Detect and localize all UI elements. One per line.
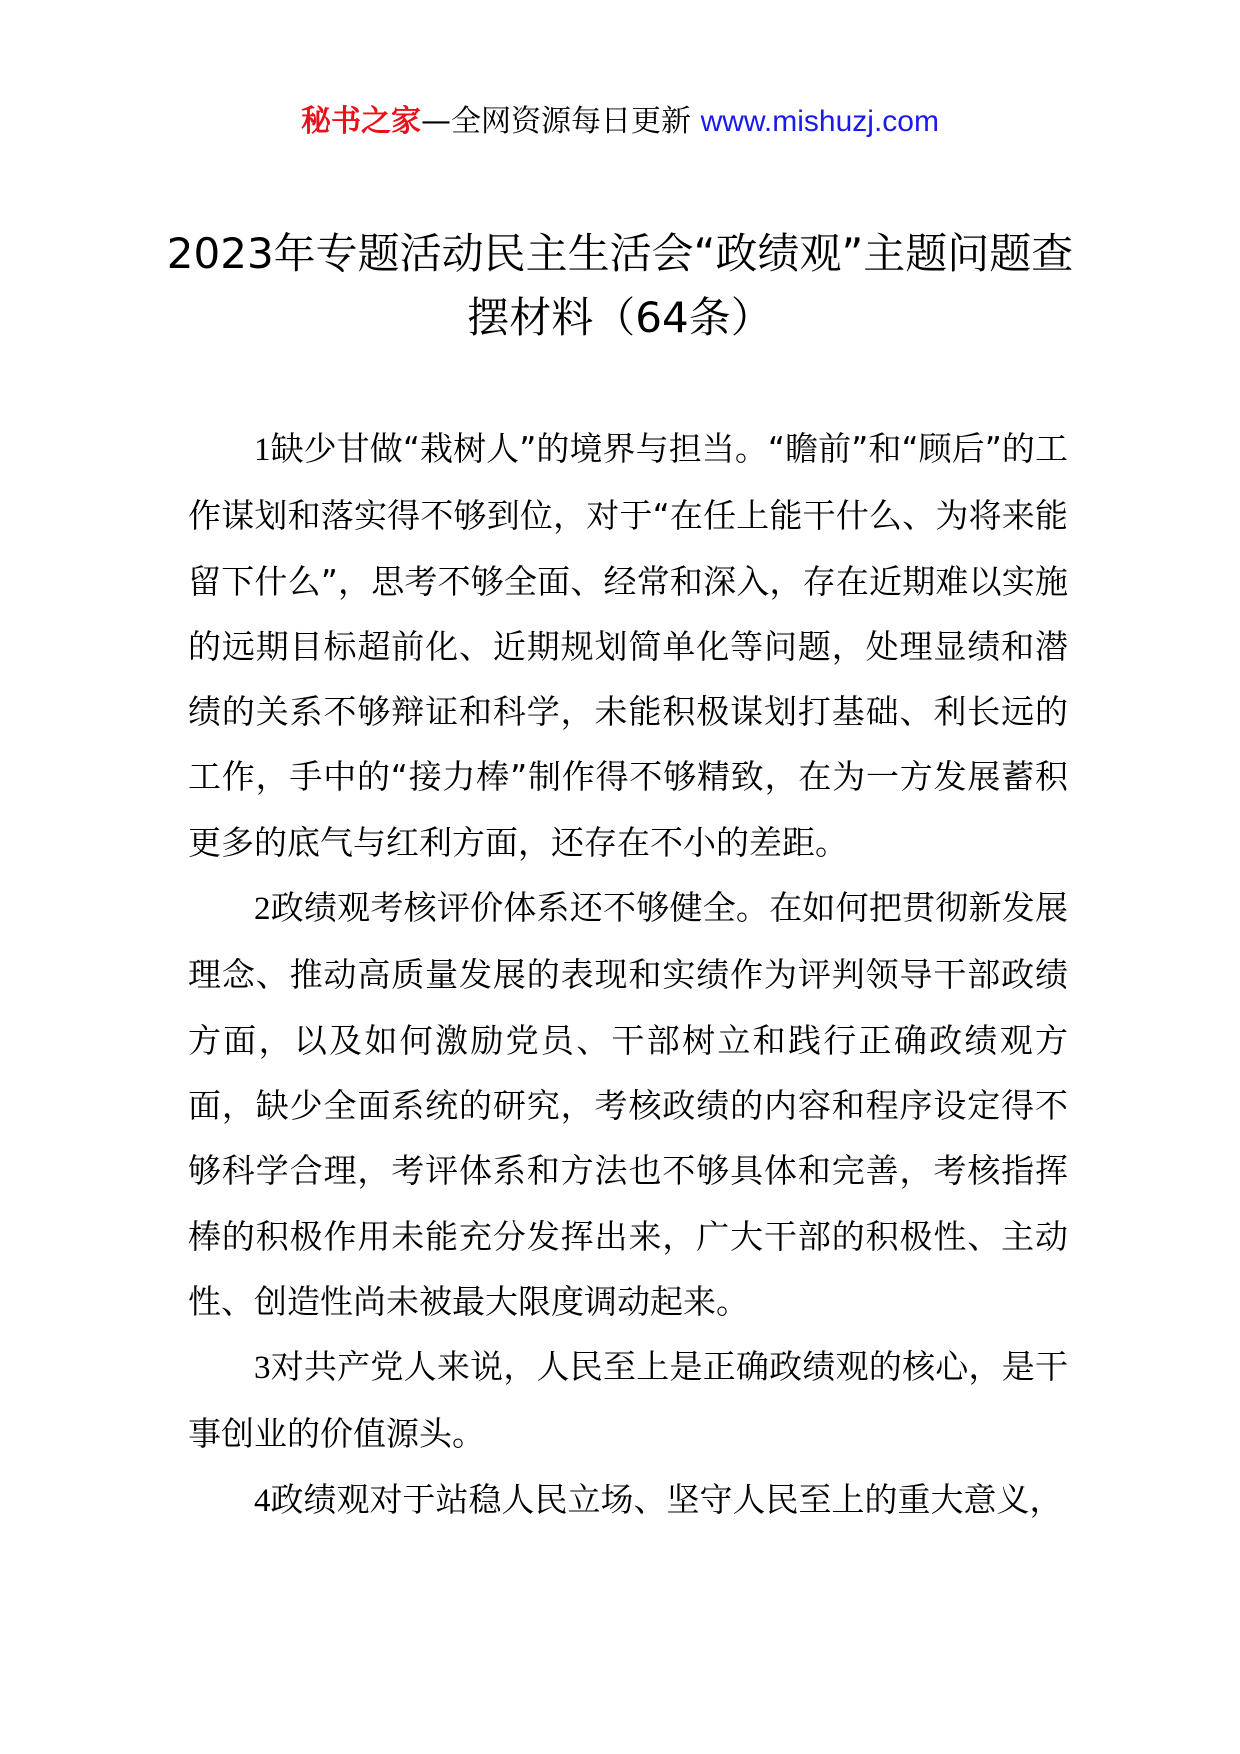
paragraph-2 [188,875,1068,1334]
header-tagline: —全网资源每日更新 [421,104,701,139]
paragraph-3 [188,1334,1068,1467]
site-url-link[interactable]: www.mishuzj.com [700,105,939,138]
paragraph-text: 缺少甘做“栽树人”的境界与担当。“瞻前”和“顾后”的工作谋划和落实得不够到位，对于“在任上能干什么、为将来能留下什么”，思考不够全面、经常和深入，存在近期难以实施的远期目标超前化、近期规划简单化等问题，处理显绩和潜绩的关系不够辩证和科学，未能积极谋划打基础、利长远的工作，手中的“接力棒”制作得不够精致，在为一方发展蓄积更多的底气与红利方面，还存在不小的差距。 [188,429,1068,862]
paragraph-text: 对共产党人来说，人民至上是正确政绩观的核心，是干事创业的价值源头。 [188,1347,1068,1454]
paragraph-number: 3 [254,1350,271,1387]
brand-name: 秘书之家 [301,104,422,139]
paragraph-number: 1 [254,432,271,468]
paragraph-text: 政绩观对于站稳人民立场、坚守人民至上的重大意义， [270,1479,1063,1519]
paragraph-1 [188,416,1068,875]
paragraph-text: 政绩观考核评价体系还不够健全。在如何把贯彻新发展理念、推动高质量发展的表现和实绩作为评判领导干部政绩方面，以及如何激励党员、干部树立和践行正确政绩观方面，缺少全面系统的研究，考核政绩的内容和程序设定得不够科学合理，考评体系和方法也不够具体和完善，考核指挥棒的积极作用未能充分发挥出来，广大干部的积极性、主动性、创造性尚未被最大限度调动起来。 [188,888,1068,1321]
document-body [188,416,1068,1534]
paragraph-number: 2 [254,891,271,928]
document-title: 2023年专题活动民主生活会“政绩观”主题问题查摆材料（64条） [166,229,1074,342]
paragraph-4 [188,1467,1068,1534]
site-header [0,100,1240,144]
paragraph-number: 4 [254,1482,271,1519]
